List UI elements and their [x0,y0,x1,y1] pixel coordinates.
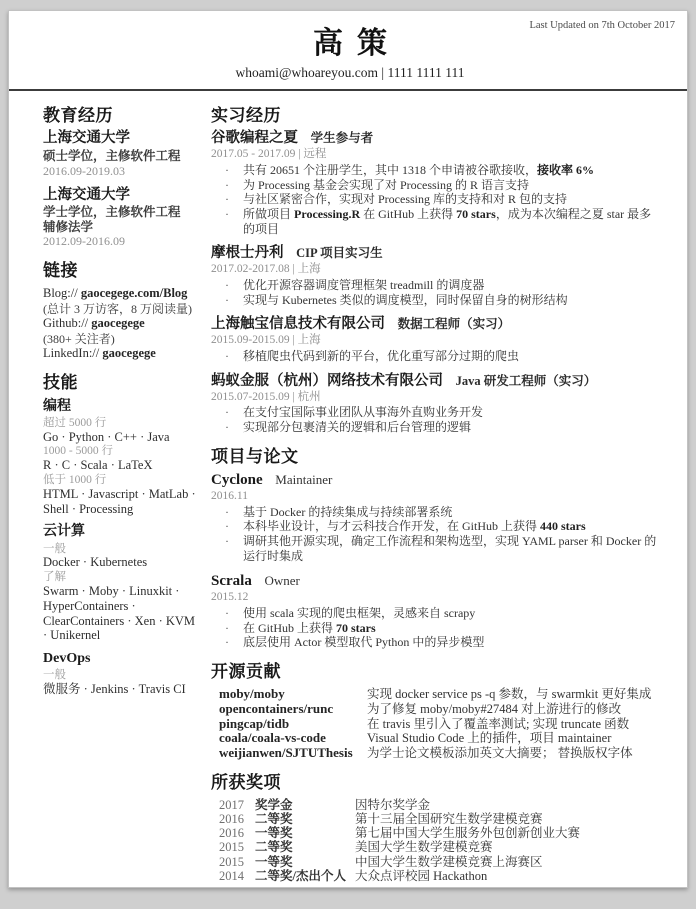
link-item-github [43,316,198,346]
award-year: 2016 [219,812,244,827]
link-label: Blog:// [43,286,78,301]
skill-level-label: 超过 5000 行 [43,416,107,429]
bullet-item: · 与社区紧密合作，实现对 Processing 库的支持和对 R 包的支持 [211,192,657,207]
skill-group-cloud [43,524,198,643]
bullet-item: · 底层使用 Actor 模型取代 Python 中的异步模型 [211,635,657,650]
entry-role: 学生参与者 [310,131,374,146]
opensource-table [219,687,657,760]
repo-description: 在 travis 里引入了覆盖率测试; 实现 truncate 函数 [367,716,630,731]
award-year: 2016 [219,826,244,841]
table-row [219,687,657,702]
experience-entry-gsoc [211,131,657,236]
table-row [219,702,657,717]
content-columns [43,94,657,883]
skill-items: Docker · Kubernetes [43,555,148,570]
right-column [198,94,657,883]
link-value: gaocegege.com/Blog [80,286,188,301]
award-description: 第七届中国大学生服务外包创新创业大赛 [355,826,581,841]
experience-entry-morgan-stanley [211,246,657,307]
minor-line: 辅修法学 [43,219,94,234]
entry-title: Scrala [211,573,252,590]
table-row [219,717,657,732]
section-title-opensource: 开源贡献 [211,661,281,681]
section-title-links: 链接 [43,261,78,281]
bullet-item: · 在支付宝国际事业团队从事海外直购业务开发 [211,405,657,420]
link-item-linkedin [43,346,198,361]
table-row [219,840,657,854]
skill-level-label: 一般 [43,542,66,555]
experience-entry-ant-financial [211,374,657,435]
entry-title: 上海触宝信息技术有限公司 [211,316,385,333]
skill-group-name: 云计算 [43,524,85,540]
entry-meta: 2016.11 [211,489,248,502]
entry-role: CIP 项目实习生 [296,246,383,261]
skill-level-label: 低于 1000 行 [43,474,107,487]
repo-description: 实现 docker service ps -q 参数，与 swarmkit 更好集成 [367,687,652,702]
entry-head [211,374,657,390]
skill-group-name: 编程 [43,398,71,414]
award-type: 一等奖 [255,826,293,841]
project-entry-scrala [211,573,657,650]
bullet-item: · 本科毕业设计，与才云科技合作开发，在 GitHub 上获得 440 stars [211,519,657,534]
skill-level-label: 1000 - 5000 行 [43,445,113,458]
award-description: 因特尔奖学金 [355,798,431,813]
section-title-projects: 项目与论文 [211,446,299,466]
skill-items: HTML · Javascript · MatLab · Shell · Processing [43,486,196,516]
link-note: (总计 3 万访客，8 万阅读量) [43,301,192,316]
award-description: 大众点评校园 Hackathon [355,868,488,883]
entry-role: Owner [264,573,300,589]
skill-group-name: DevOps [43,651,91,667]
repo-name: pingcap/tidb [219,715,290,731]
repo-name: moby/moby [219,686,285,702]
repo-description: 为学士论文模板添加英文大摘要； 替换版权字体 [367,746,633,760]
award-description: 第十三届全国研究生数学建模竞赛 [355,812,543,827]
project-entry-cyclone [211,472,657,563]
entry-head [211,317,657,333]
table-row [219,812,657,826]
bullet-item: · 优化开源容器调度管理框架 treadmill 的调度器 [211,278,657,293]
contact-line: whoami@whoareyou.com | 1111 1111 111 [235,64,465,80]
entry-head [211,246,657,262]
award-description: 中国大学生数学建模竞赛上海赛区 [355,854,543,869]
repo-name: weijianwen/SJTUThesis [219,745,353,760]
link-label: Github:// [43,316,89,331]
bullet-item: · 实现部分包裹清关的逻辑和后台管理的逻辑 [211,420,657,435]
entry-title: Cyclone [211,472,263,489]
award-type: 二等奖 [255,840,293,855]
entry-meta: 2015.07-2015.09 | 杭州 [211,390,321,403]
entry-bullets [211,349,657,364]
table-row [219,731,657,746]
resume-page [8,10,688,888]
entry-meta: 2017.02-2017.08 | 上海 [211,263,321,276]
skill-level-label: 了解 [43,571,66,584]
entry-bullets [211,505,657,564]
link-value: gaocegege [102,345,156,360]
award-description: 美国大学生数学建模竞赛 [355,840,493,855]
link-value: gaocegege [91,316,145,331]
skill-items: Go · Python · C++ · Java [43,429,170,444]
education-entry [43,131,198,178]
entry-bullets [211,278,657,307]
education-dates: 2016.09-2019.03 [43,163,125,178]
entry-head [211,472,657,489]
skill-items: Swarm · Moby · Linuxkit · HyperContainers · ClearContainers · Xen · KVM · Unikernel [43,584,196,643]
table-row [219,746,657,761]
bullet-item: · 实现与 Kubernetes 类似的调度模型，同时保留自身的树形结构 [211,293,657,308]
school-name: 上海交通大学 [43,186,130,203]
skill-items: 微服务 · Jenkins · Travis CI [43,682,186,696]
skill-level-label: 一般 [43,669,66,682]
entry-bullets [211,163,657,236]
table-row [219,826,657,840]
section-title-awards: 所获奖项 [211,772,281,792]
repo-description: 为了修复 moby/moby#27484 对上游进行的修改 [367,701,622,716]
entry-head [211,573,657,590]
section-title-education: 教育经历 [43,106,113,126]
left-column [43,94,198,883]
bullet-item: · 调研其他开源实现，确定工作流程和架构选型，实现 YAML parser 和 Docker 的运行时集成 [211,534,657,563]
bullet-item: · 在 GitHub 上获得 70 stars [211,621,657,636]
link-label: LinkedIn:// [43,345,100,360]
award-type: 一等奖 [255,854,293,869]
degree-line: 硕士学位，主修软件工程 [43,149,181,164]
award-type: 二等奖 [255,812,293,827]
table-row [219,869,657,883]
experience-entry-touchpal [211,317,657,363]
award-year: 2014 [219,868,244,883]
header-divider [9,89,687,91]
repo-name: opencontainers/runc [219,700,334,716]
skill-group-programming [43,399,198,517]
skill-group-devops [43,651,198,697]
school-name: 上海交通大学 [43,130,130,147]
entry-bullets [211,606,657,650]
table-row [219,855,657,869]
award-type: 奖学金 [255,798,293,813]
entry-meta: 2015.09-2015.09 | 上海 [211,334,321,347]
bullet-item: · 使用 scala 实现的爬虫框架，灵感来自 scrapy [211,606,657,621]
bullet-item: · 所做项目 Processing.R 在 GitHub 上获得 70 stars，成为本次编程之夏 star 最多的项目 [211,207,657,236]
candidate-name: 高策 [313,27,401,60]
entry-role: 数据工程师（实习） [397,317,511,332]
skill-items: R · C · Scala · LaTeX [43,458,153,473]
entry-bullets [211,405,657,434]
awards-table [219,798,657,883]
education-entry [43,188,198,249]
last-updated-label: Last Updated on 7th October 2017 [529,20,675,31]
table-row [219,798,657,812]
bullet-item: · 移植爬虫代码到新的平台，优化重写部分过期的爬虫 [211,349,657,364]
link-note: (380+ 关注者) [43,331,115,346]
repo-name: coala/coala-vs-code [219,730,326,746]
section-title-experience: 实习经历 [211,106,281,126]
degree-line: 学士学位，主修软件工程 [43,205,181,220]
award-year: 2015 [219,840,244,855]
link-item-blog [43,286,198,316]
repo-description: Visual Studio Code 上的插件，项目 maintainer [367,731,612,746]
entry-meta: 2017.05 - 2017.09 | 远程 [211,148,327,161]
bullet-item: · 为 Processing 基金会实现了对 Processing 的 R 语言支持 [211,178,657,193]
education-dates: 2012.09-2016.09 [43,234,125,249]
award-year: 2017 [219,798,244,813]
entry-meta: 2015.12 [211,591,249,604]
award-type: 二等奖/杰出个人 [255,868,346,883]
award-year: 2015 [219,854,244,869]
entry-role: Maintainer [275,472,333,488]
entry-title: 谷歌编程之夏 [211,130,298,147]
entry-title: 摩根士丹利 [211,245,284,262]
bullet-item: · 基于 Docker 的持续集成与持续部署系统 [211,505,657,520]
entry-title: 蚂蚁金服（杭州）网络技术有限公司 [211,372,443,389]
entry-role: Java 研发工程师（实习） [455,373,597,388]
section-title-skills: 技能 [43,373,78,393]
entry-head [211,131,657,147]
bullet-item: · 共有 20651 个注册学生，其中 1318 个申请被谷歌接收，接收率 6% [211,163,657,178]
